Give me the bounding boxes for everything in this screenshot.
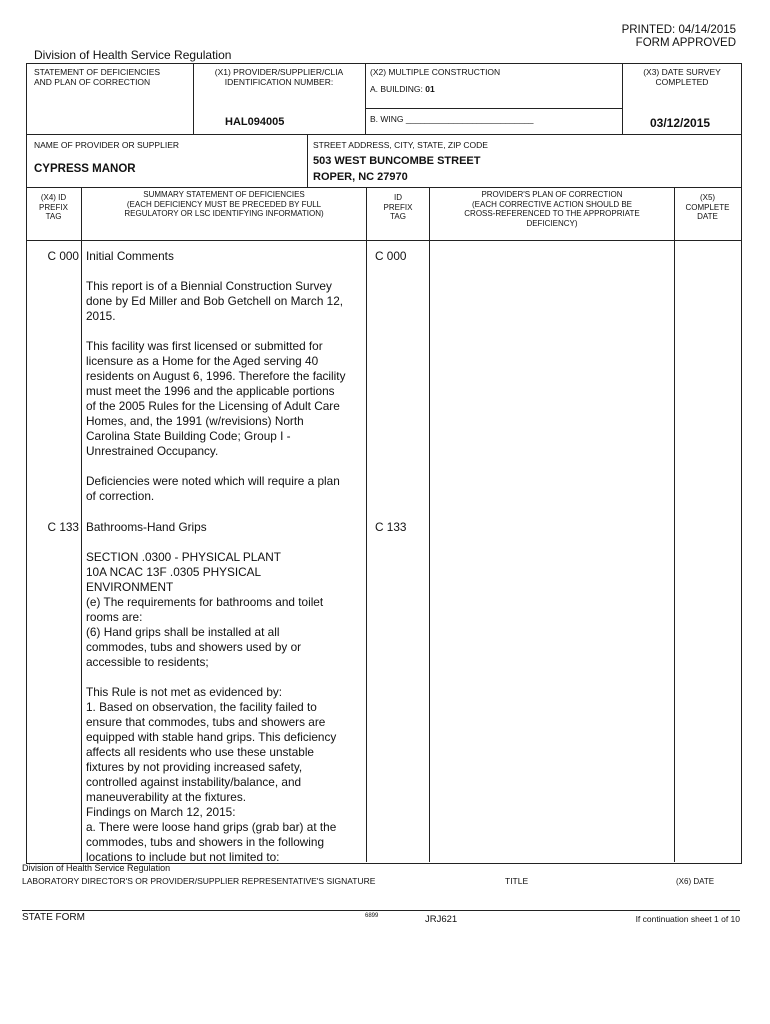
wing-label: B. WING ___________________________ bbox=[370, 114, 534, 124]
summary-column-header: SUMMARY STATEMENT OF DEFICIENCIES (EACH DEFICIENCY MUST BE PRECEDED BY FULL REGULATORY OR LSC IDENTIFYING INFORMATION) bbox=[124, 190, 324, 218]
entry-tag-c000: C 000 bbox=[47, 249, 79, 263]
state-form-label: STATE FORM bbox=[22, 912, 85, 923]
x4-column-header: (X4) ID PREFIX TAG bbox=[39, 193, 68, 221]
provider-id-number: HAL094005 bbox=[225, 116, 285, 128]
building-label: A. BUILDING: bbox=[370, 84, 423, 94]
form-code: JRJ621 bbox=[425, 914, 458, 925]
title-label: TITLE bbox=[505, 876, 529, 886]
division-title: Division of Health Service Regulation bbox=[34, 48, 232, 62]
form-number: 6899 bbox=[365, 913, 379, 919]
entry-text-c000 bbox=[86, 249, 364, 519]
entry-title: Initial Comments bbox=[86, 249, 174, 263]
provider-name-label: NAME OF PROVIDER OR SUPPLIER bbox=[34, 140, 179, 150]
provider-name: CYPRESS MANOR bbox=[34, 163, 136, 175]
entry-text-c133 bbox=[86, 520, 364, 865]
x6-date-label: (X6) DATE bbox=[676, 877, 715, 886]
street-address: 503 WEST BUNCOMBE STREET bbox=[313, 155, 481, 167]
x5-column-header: (X5) COMPLETE DATE bbox=[685, 193, 730, 221]
statement-label: STATEMENT OF DEFICIENCIES AND PLAN OF CORRECTION bbox=[34, 67, 161, 87]
id-column-header: ID PREFIX TAG bbox=[383, 193, 413, 221]
city-state-zip: ROPER, NC 27970 bbox=[313, 171, 408, 183]
paragraph: This facility was first licensed or submitted for licensure as a Home for the Aged serving 40 residents on August 6, 1996. Therefore the facility must meet the 1996 and the applicable portions of the 2005 Rules for the Licensing of Adult Care Homes, and, the 1991 (w/revisions) North Carolina State Building Code; Group I - Unrestrained Occupancy. bbox=[86, 339, 346, 458]
building-line bbox=[370, 84, 435, 94]
street-label: STREET ADDRESS, CITY, STATE, ZIP CODE bbox=[313, 140, 488, 150]
paragraph: This Rule is not met as evidenced by: 1. Based on observation, the facility failed to ensure that commodes, tubs and showers are equipped with stable hand grips. This deficiency affects all residents who use these unstable fixtures by not providing increased safety, controlled against instability/balance, and maneuverability at the fixtures. Findings on March 12, 2015: a. There were loose hand grips (grab bar) at the commodes, tubs and showers in the following locations to include but not limited to: bbox=[86, 685, 337, 864]
x2-label: (X2) MULTIPLE CONSTRUCTION bbox=[370, 67, 501, 77]
plan-column-header: PROVIDER'S PLAN OF CORRECTION (EACH CORRECTIVE ACTION SHOULD BE CROSS-REFERENCED TO THE APPROPRIATE DEFICIENCY) bbox=[464, 190, 640, 228]
paragraph: This report is of a Biennial Construction Survey done by Ed Miller and Bob Getchell on March 12, 2015. bbox=[86, 279, 344, 323]
entry-id-tag-c000: C 000 bbox=[375, 249, 407, 263]
paragraph: Deficiencies were noted which will require a plan of correction. bbox=[86, 474, 340, 503]
printed-date: PRINTED: 04/14/2015 bbox=[621, 24, 736, 36]
entry-tag-c133: C 133 bbox=[47, 520, 79, 534]
footer-division: Division of Health Service Regulation bbox=[22, 863, 171, 873]
paragraph: SECTION .0300 - PHYSICAL PLANT 10A NCAC 13F .0305 PHYSICAL ENVIRONMENT (e) The requirements for bathrooms and toilet rooms are: (6) Hand grips shall be installed at all commodes, tubs and showers used by or accessible to residents; bbox=[86, 550, 324, 669]
continuation-sheet: If continuation sheet 1 of 10 bbox=[635, 914, 740, 924]
x3-label: (X3) DATE SURVEY COMPLETED bbox=[643, 67, 721, 87]
entry-id-tag-c133: C 133 bbox=[375, 520, 407, 534]
entry-title: Bathrooms-Hand Grips bbox=[86, 520, 207, 534]
survey-date: 03/12/2015 bbox=[650, 116, 711, 130]
signature-label: LABORATORY DIRECTOR'S OR PROVIDER/SUPPLIER REPRESENTATIVE'S SIGNATURE bbox=[22, 876, 376, 886]
x1-label: (X1) PROVIDER/SUPPLIER/CLIA IDENTIFICATION NUMBER: bbox=[214, 67, 344, 87]
building-value: 01 bbox=[425, 84, 435, 94]
form-approved: FORM APPROVED bbox=[635, 37, 736, 49]
